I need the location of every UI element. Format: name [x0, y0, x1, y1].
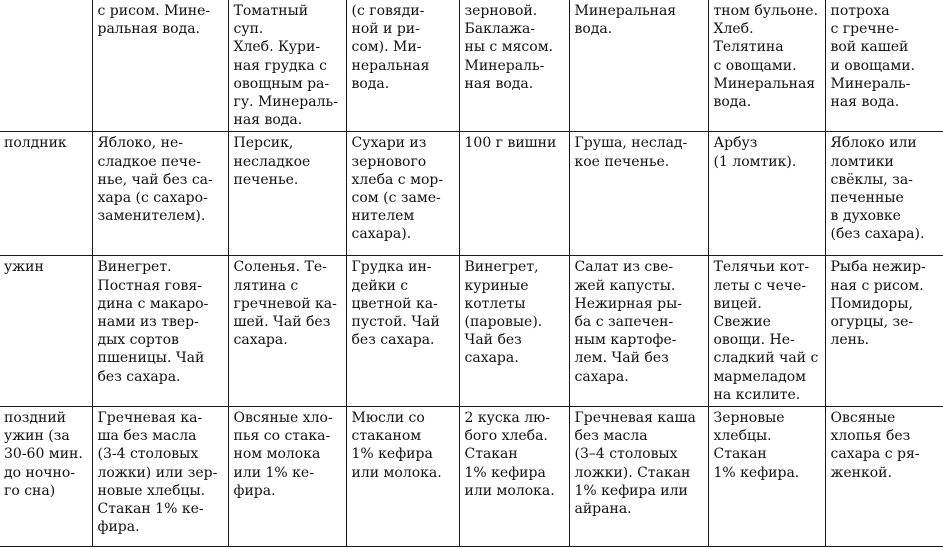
table-cell: Персик, несладкое печенье.	[228, 132, 346, 256]
table-cell: тном бульоне. Хлеб. Телятина с овощами. Минеральная вода.	[708, 0, 825, 132]
table-cell: Сухари из зернового хлеба с мор- сом (с заме- нителем сахара).	[346, 132, 459, 256]
table-cell: Минеральная вода.	[569, 0, 708, 132]
table-cell: Арбуз (1 ломтик).	[708, 132, 825, 256]
table-cell: Гречневая каша без масла (3–4 столовых ложки). Стакан 1% кефира или айрана.	[569, 407, 708, 547]
table-cell: Винегрет. Постная говя- дина с макаро- нами из твер- дых сортов пшеницы. Чай без сахара.	[92, 256, 228, 407]
table-cell: Грудка ин- дейки с цветной ка- пустой. Чай без сахара.	[346, 256, 459, 407]
table-cell: (с говяди- ной и ри- сом). Ми- неральная вода.	[346, 0, 459, 132]
meal-cell: поздний ужин (за 30-60 мин. до ночно- го сна)	[0, 407, 92, 547]
meal-cell: ужин	[0, 256, 92, 407]
table-cell: 100 г вишни	[459, 132, 569, 256]
table-row	[0, 407, 943, 547]
table-cell: Яблоко или ломтики свёклы, за- печенные в духовке (без сахара).	[825, 132, 943, 256]
table-cell: Винегрет, куриные котлеты (паровые). Чай без сахара.	[459, 256, 569, 407]
meal-cell: полдник	[0, 132, 92, 256]
table-row	[0, 256, 943, 407]
meal-cell	[0, 0, 92, 132]
table-cell: Телячьи кот- леты с чече- вицей. Свежие овощи. Не- сладкий чай с мармеладом на ксилите.	[708, 256, 825, 407]
table-cell: Зерновые хлебцы. Стакан 1% кефира.	[708, 407, 825, 547]
table-cell: с рисом. Мине- ральная вода.	[92, 0, 228, 132]
table-cell: Овсяные хло- пья со стака- ном молока или 1% ке- фира.	[228, 407, 346, 547]
table-cell: Мюсли со стаканом 1% кефира или молока.	[346, 407, 459, 547]
table-cell: Томатный суп. Хлеб. Кури- ная грудка с овощным ра- гу. Минераль- ная вода.	[228, 0, 346, 132]
table-cell: Соленья. Те- лятина с гречневой ка- шей. Чай без сахара.	[228, 256, 346, 407]
table-cell: Рыба нежир- ная с рисом. Помидоры, огурцы, зе- лень.	[825, 256, 943, 407]
table-row	[0, 132, 943, 256]
table-cell: Груша, неслад- кое печенье.	[569, 132, 708, 256]
table-cell: зерновой. Баклажа- ны с мясом. Минераль- ная вода.	[459, 0, 569, 132]
table-cell: 2 куска лю- бого хлеба. Стакан 1% кефира или молока.	[459, 407, 569, 547]
table-cell: Яблоко, не- сладкое пече- нье, чай без са- хара (с сахаро- заменителем).	[92, 132, 228, 256]
table-row	[0, 0, 943, 132]
table-cell: потроха с гречне- вой кашей и овощами. Минераль- ная вода.	[825, 0, 943, 132]
table-cell: Овсяные хлопья без сахара с ря- женкой.	[825, 407, 943, 547]
table-cell: Салат из све- жей капусты. Нежирная ры- ба с запечен- ным картофе- лем. Чай без сахара.	[569, 256, 708, 407]
table-cell: Гречневая ка- ша без масла (3-4 столовых ложки) или зер- новые хлебцы. Стакан 1% ке- фира.	[92, 407, 228, 547]
